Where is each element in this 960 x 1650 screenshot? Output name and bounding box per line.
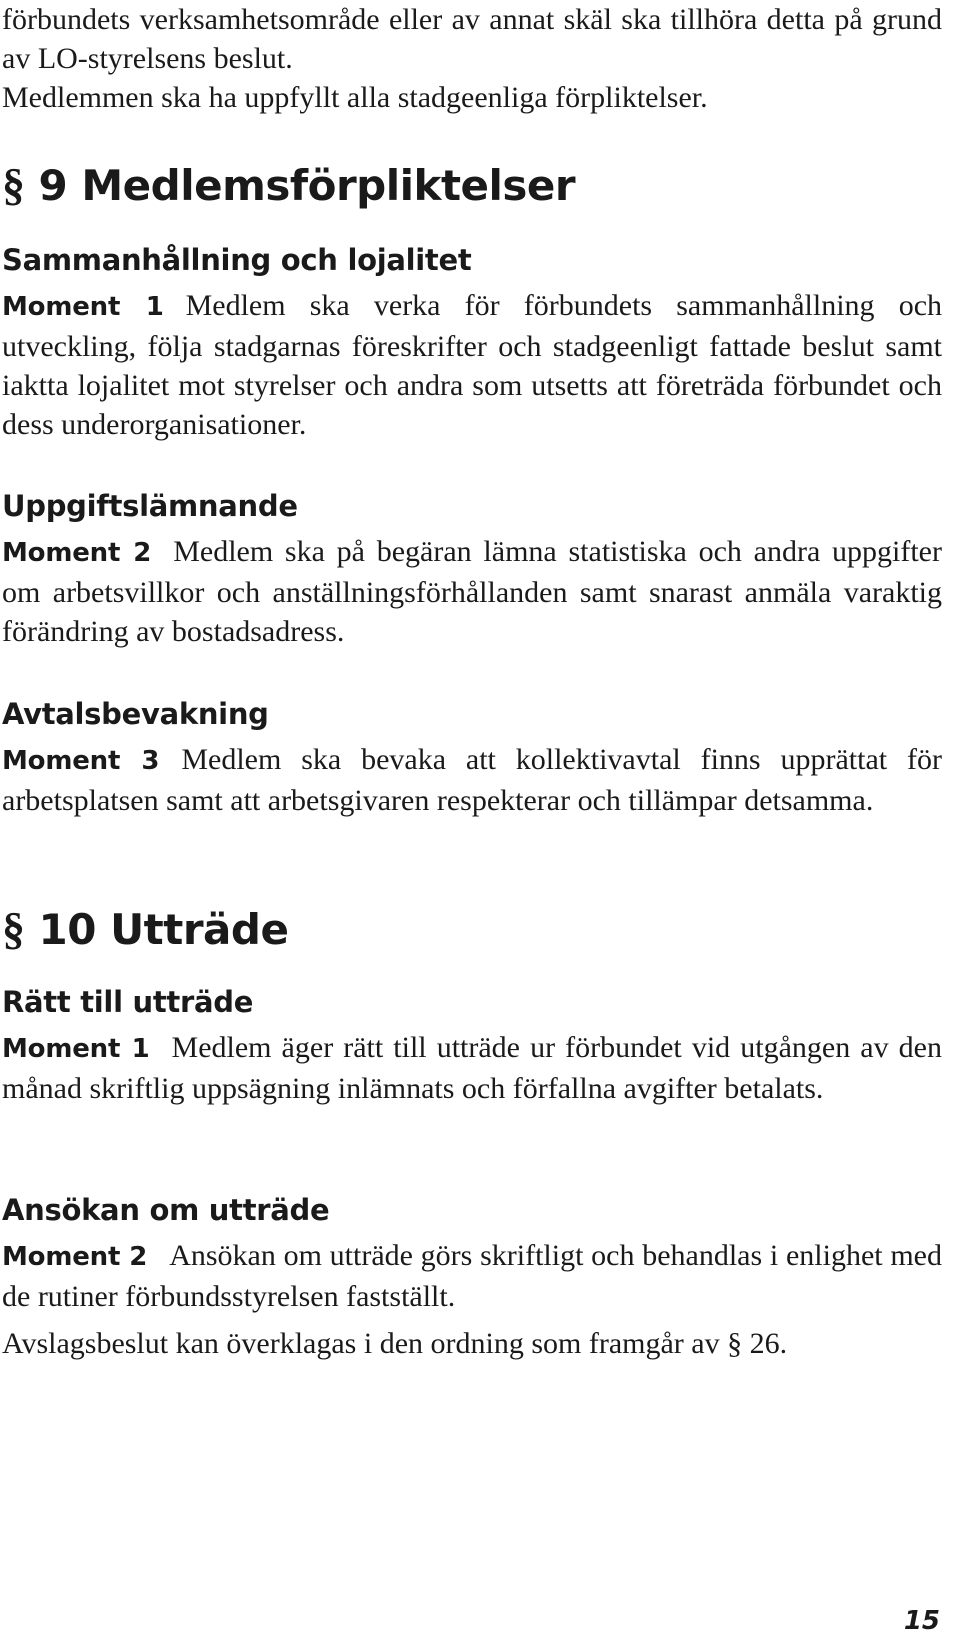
moment-text: Ansökan om utträde görs skriftligt och behandlas i enlighet med de rutiner förbundsstyrelsen fastställt. [2, 1239, 942, 1313]
section-9-title [2, 160, 942, 211]
section-9-title-text: 9 Medlemsförpliktelser [38, 161, 576, 210]
intro-paragraph-2: Medlemmen ska ha uppfyllt alla stadgeenliga förpliktelser. [2, 81, 708, 114]
moment-text: Medlem ska bevaka att kollektivavtal finns upprättat för arbetsplatsen samt att arbetsgivaren respekterar och tillämpar detsamma. [2, 743, 942, 817]
subsection-10-1 [2, 982, 942, 1108]
subsection-9-1 [2, 240, 942, 444]
subsection-10-2 [2, 1190, 942, 1363]
section-9-heading-block [2, 160, 942, 211]
moment-label: Moment 2 [2, 1242, 148, 1272]
section-10-heading-block [2, 904, 942, 955]
paragraph-sign: § [2, 903, 25, 954]
appeal-paragraph: Avslagsbeslut kan överklagas i den ordning som framgår av § 26. [2, 1327, 788, 1360]
intro-block [2, 0, 942, 117]
moment-paragraph [2, 1028, 942, 1108]
moment-paragraph [2, 532, 942, 651]
moment-text: Medlem ska verka för förbundets sammanhållning och utveckling, följa stadgarnas föreskrifter och stadgeenligt fattade beslut samt iaktta lojalitet mot styrelser och andra som utsetts att företräda förbundet och dess underorganisationer. [2, 289, 943, 441]
moment-label: Moment 3 [2, 746, 160, 776]
subsection-heading: Rätt till utträde [2, 985, 254, 1019]
moment-paragraph [2, 740, 942, 820]
moment-label: Moment 2 [2, 538, 152, 568]
moment-paragraph [2, 286, 942, 444]
section-10-title-text: 10 Utträde [38, 905, 289, 954]
moment-label: Moment 1 [2, 292, 164, 322]
moment-text: Medlem ska på begäran lämna statistiska och andra uppgifter om arbetsvillkor och anställningsförhållanden samt snarast anmäla varaktig förändring av bostadsadress. [2, 535, 942, 648]
subsection-heading: Avtalsbevakning [2, 697, 269, 731]
subsection-9-3 [2, 694, 942, 820]
subsection-heading: Uppgiftslämnande [2, 489, 298, 523]
moment-paragraph [2, 1236, 942, 1316]
moment-text: Medlem äger rätt till utträde ur förbundet vid utgången av den månad skriftlig uppsägning inlämnats och förfallna avgifter betalats. [2, 1031, 942, 1105]
paragraph-sign: § [2, 159, 25, 210]
subsection-9-2 [2, 486, 942, 651]
page-number: 15 [903, 1606, 940, 1636]
subsection-heading: Ansökan om utträde [2, 1193, 330, 1227]
section-10-title [2, 904, 942, 955]
moment-label: Moment 1 [2, 1034, 150, 1064]
subsection-heading: Sammanhållning och lojalitet [2, 243, 472, 277]
intro-paragraph: förbundets verksamhetsområde eller av annat skäl ska tillhöra detta på grund av LO-styrelsens beslut. [2, 3, 942, 75]
